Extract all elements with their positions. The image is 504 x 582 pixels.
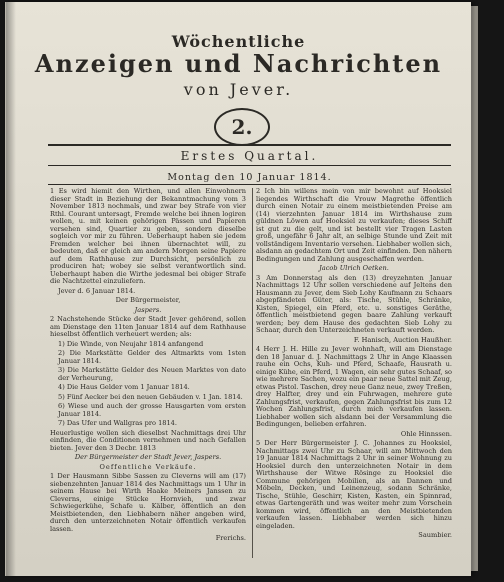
mid-rule — [48, 165, 451, 166]
issue-number: 2. — [231, 115, 253, 139]
list-item: 7) Das Ufer und Wallgras pro 1814. — [58, 419, 177, 427]
masthead-title: Anzeigen und Nachrichten — [34, 49, 443, 78]
notice-2-signature: Der Bürgermeister der Stadt Jever, Jaspers. — [74, 453, 222, 461]
list-item: 5) Fünf Aecker bei den neuen Gebäuden v. 1 Jan. 1814. — [58, 392, 243, 401]
notice-1-date: Jever d. 6 Januar 1814. — [58, 286, 136, 295]
section-heading: Oeffentliche Verkäufe. — [99, 462, 197, 471]
newspaper-page — [5, 2, 471, 576]
list-item: 1) Die Winde, von Neujahr 1814 anfangend — [58, 339, 204, 348]
notice-2: 2 Nachstehende Stücke der Stadt Jever gehörend, sollen am Dienstage den 11ten Januar 1814 auf dem Rathhause hieselbst öffentlich verheuert werden; als: — [50, 315, 246, 338]
masthead-line1: Wöchentliche — [171, 32, 306, 51]
masthead-line3: von Jever. — [183, 80, 294, 99]
sale-notice-2-signature: Jacob Ulrich Oetken. — [319, 264, 389, 272]
notice-1: 1 Es wird hiemit den Wirthen, und allen Einwohnern dieser Stadt in Beziehung der Bekanntmachung vom 3 November 1813 nochmals, und zwar bey Strafe von vier Rthl. Courant untersagt, Fremde welche bei ihnen logiren wollen, u. mit keinen gehörigen Pässen und Papieren versehen sind, Quartier zu geben, sondern dieselbe sogleich vor mir zu führen. Ueberhaupt haben sie jedem Fremden welcher bei ihnen übernachtet will, zu bedeuten, daß er gleich am andern Morgen seine Papiere auf dem Rathhause zur Durchsicht, persönlich zu produciren hat; wobey sie selbst verantwortlich sind. Ueberhaupt haben die Wirthe jedesmal bei obiger Strafe die Nachtzettel einzuliefern. — [50, 188, 246, 285]
notice-2-closing: Heuerlustige wollen sich dieselbst Nachmittags drei Uhr einfinden, die Conditionen vernehmen und nach Gefallen bieten. Jever den 3 Decbr. 1813 — [50, 428, 246, 452]
sale-notice-5-signature: Saumbier. — [418, 531, 452, 539]
column-divider — [252, 188, 253, 558]
sale-notice-4: 4 Herr J. H. Hille zu Jever wohnhaft, will am Dienstage den 18 Januar d. J. Nachmittags 2 Uhr in Ange Klaassen rauhe ein Ochs, Kuh- und Pferd, Schaafe, Hausrath u. einige Kühe, ein Pferd, 1 Wagen, ein sehr gutes Schaaf, so wie mehrere Sachen, wozu ein paar neue Sattel mit Zeug, etwas Pistol. Taschen, drey neue Ganz neue, zwey Treßen, drey Halfter, drey und ein Fuhrwagen, mehrere gute Zahlungsfrist, verkaufen, gegen Zahlungsfrist bis zum 12 Wochen Zahlungsfrist, durch mich verkaufen lassen. Liebhaber wollen sich alsdann bei der Versammlung die Bedingungen, belieben erfahren. — [256, 345, 452, 428]
bottom-rule — [48, 184, 451, 185]
quarter-label: Erstes Quartal. — [180, 149, 319, 163]
dateline: Montag den 10 Januar 1814. — [167, 172, 332, 183]
right-column — [256, 188, 452, 568]
sale-notice-5: 5 Der Herr Bürgermeister J. C. Johannes zu Hooksiel, Nachmittags zwei Uhr zu Schaar, will am Mittwoch den 19 Januar 1814 Nachmittags 2 Uhr in seiner Wohnung zu Hooksiel durch den unterzeichneten Notair in dem Wirthshause der Witwe Rösinge zu Hooksiel die Commune gehörigen Mobilien, als an Dannen und Möbeln, Decken, und Leinenzeug, sodann Schränke, Tische, Stühle, Geschirr, Kisten, Kasten, ein Spinnrad, etwas Gartengeräth und was weiter mehr zum Vorschein kommen wird, öffentlich an den Meistbietenden verkaufen lassen. Liebhaber werden sich hinzu eingeladen. — [256, 439, 452, 530]
page-edge — [470, 6, 478, 571]
issue-number-badge — [214, 108, 270, 146]
sale-notice-3-signature: F. Hanisch, Auction Haußher. — [353, 335, 452, 344]
left-column — [50, 188, 246, 568]
sale-notice-3: 3 Am Donnerstag als den (13) dreyzehnten Januar Nachmittags 12 Uhr sollen verschiedene auf Jeltens den Hausmann zu Jever, dem Sieb Lohy Kaufmann zu Schaars abgepfändeten Güter, als: Tische, Stühle, Schränke, Kisten, Spiegel, ein Pferd, etc. u. sonstiges Geräthe, öffentlich meistbietend gegen baare Zahlung verkauft werden; bey dem Hause des gedachten Sieb Lohy zu Schaar, durch den Unterzeichneten verkauft werden. — [256, 273, 452, 334]
list-item: 6) Wiese und auch der grosse Hausgarten vom ersten Januar 1814. — [58, 402, 246, 418]
sale-notice-1: 1 Der Hausmann Sibbe Sassen zu Cleverns will am (17) siebenzehnten Januar 1814 des Nachmittags um 1 Uhr in seinem Hause bei Wirth Haake Meiners Janssen zu Cleverns, einige Stücke Hornvieh, und zwar Schwiegerkühe, Schafe u. Kälber, öffentlich an den Meistbietenden, den Liebhabern näher angeben wird, durch den unterzeichneten Notair öffentlich verkaufen lassen. — [50, 472, 246, 533]
sale-notice-4-signature: Ohle Hinnssen. — [400, 429, 452, 438]
sale-notice-2: 2 Ich bin willens mein von mir bewohnt auf Hooksiel liegendes Wirthschaft die Vrouw Magrethe öffentlich durch einen Notair zu einem meistbietenden Preise am (14) vierzehnten Januar 1814 im Wirthshause zum güldnen Löwen auf Hooksiel zu verkaufen; dieses Schiff ist gut zu die gelt, und ist bestellt vier Tragen Lasten groß, ungefähr 6 Jahr alt, an selbige Stunde und Zeit mit vollständigem Inventario versehen. Liebhaber wollen sich, alsdann an gedachtem Ort und Zeit einfinden. Den nähern Bedingungen und Zahlung ausgeschaffen werden. — [256, 188, 452, 263]
notice-1-signature: Jaspers. — [134, 305, 162, 314]
list-item: 4) Die Haus Gelder vom 1 Januar 1814. — [58, 383, 190, 391]
sale-notice-1-signature: Frerichs. — [215, 534, 246, 542]
list-item: 2) Die Markstätte Gelder des Altmarkts vom 1sten Januar 1814. — [58, 349, 246, 365]
top-rule — [48, 144, 451, 146]
list-item: 3) Die Markstätte Gelder des Neuen Marktes von dato der Verheurung, — [58, 366, 246, 382]
notice-1-signature-title: Der Bürgermeister, — [115, 296, 181, 304]
